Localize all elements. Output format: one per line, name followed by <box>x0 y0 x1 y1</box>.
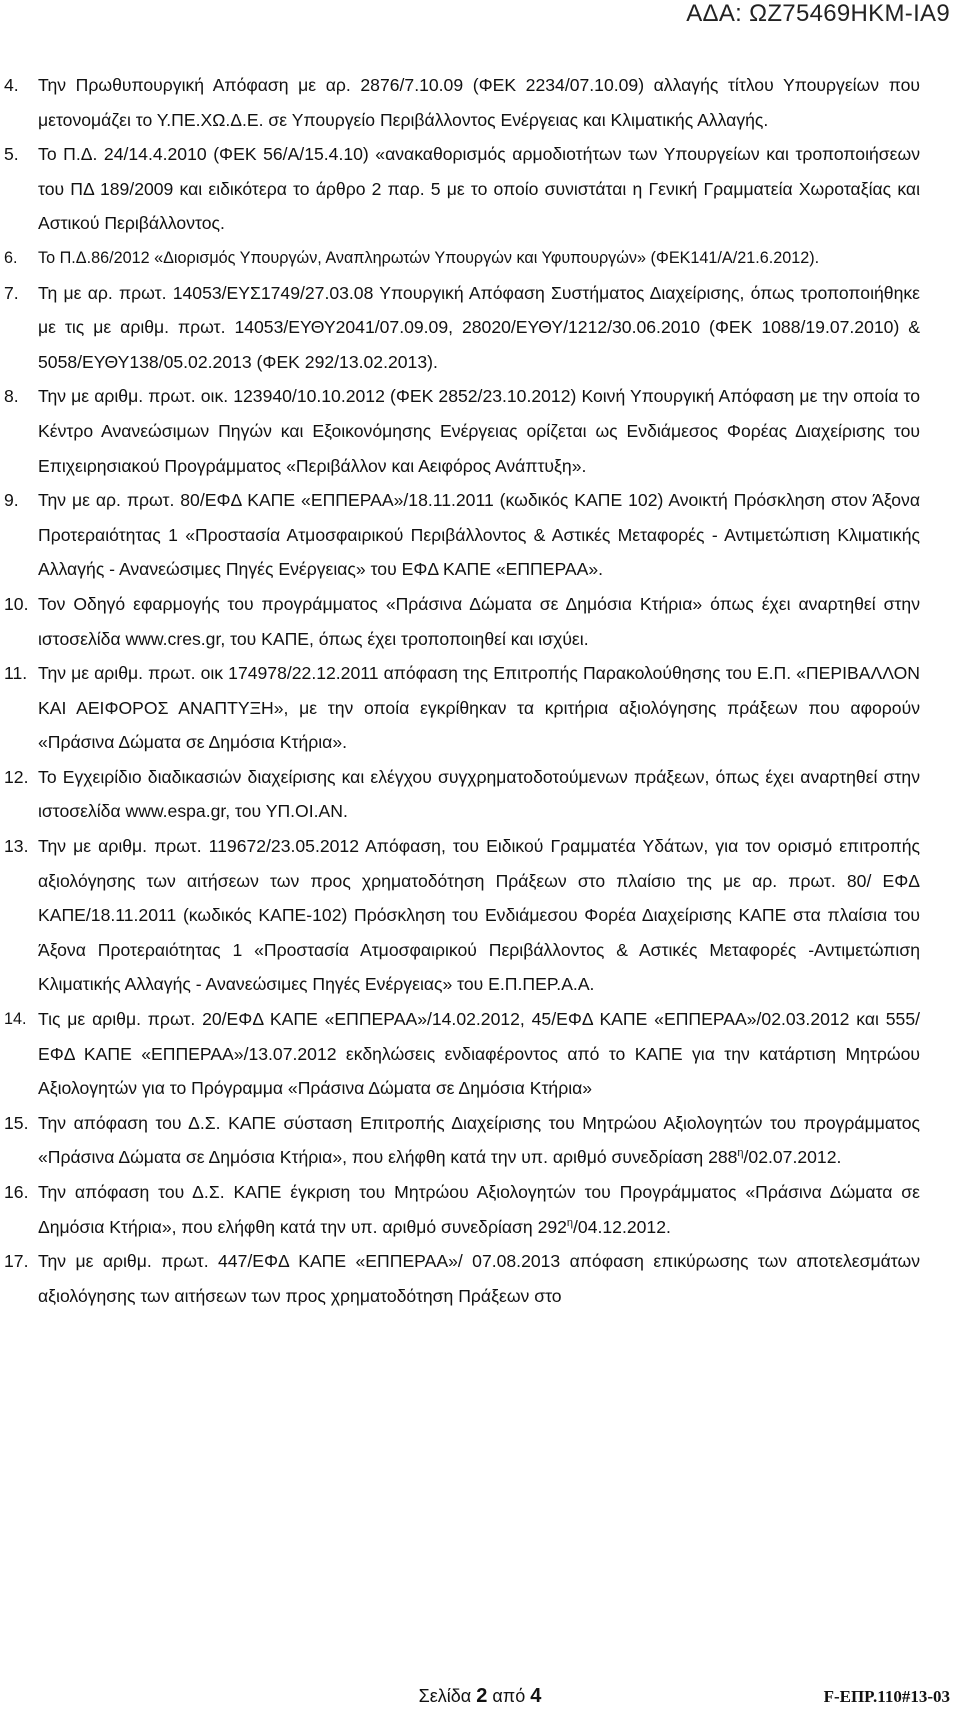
item-number: 8. <box>4 386 19 407</box>
item-number: 5. <box>4 144 19 165</box>
item-text: Την απόφαση του Δ.Σ. ΚΑΠΕ έγκριση του Μητρώου Αξιολογητών του Προγράμματος «Πράσινα Δώματα σε Δημόσια Κτήρια», που ελήφθη κατά την υπ. αριθμό συνεδρίαση 292 <box>38 1182 920 1237</box>
superscript-ordinal: η <box>566 1216 574 1229</box>
item-number: 16. <box>4 1182 29 1202</box>
page-total: 4 <box>530 1685 542 1707</box>
item-text: Το Π.Δ. 24/14.4.2010 (ΦΕΚ 56/Α/15.4.10) «ανακαθορισμός αρμοδιοτήτων των Υπουργείων και τροποποιήσεων του ΠΔ 189/2009 και ειδικότερα το άρθρο 2 παρ. 5 με το οποίο συνιστάται η Γενική Γραμματεία Χωροταξίας και Αστικού Περιβάλλοντος. <box>38 144 920 234</box>
page-separator: από <box>492 1686 526 1706</box>
item-number: 9. <box>4 490 19 511</box>
item-text-suffix: /02.07.2012. <box>743 1147 842 1168</box>
item-number: 11. <box>4 663 28 684</box>
form-code: F-ΕΠΡ.110#13-03 <box>823 1687 950 1706</box>
item-number: 6. <box>4 248 18 267</box>
item-text: Την απόφαση του Δ.Σ. ΚΑΠΕ σύσταση Επιτροπής Διαχείρισης του Μητρώου Αξιολογητών του προγράμματος «Πράσινα Δώματα σε Δημόσια Κτήρια», που ελήφθη κατά την υπ. αριθμό συνεδρίαση 288 <box>38 1112 920 1168</box>
list-item <box>0 276 960 380</box>
item-text: Το Εγχειρίδιο διαδικασιών διαχείρισης και ελέγχου συγχρηματοδοτούμενων πράξεων, όπως έχει αναρτηθεί στην ιστοσελίδα www.espa.gr, του ΥΠ.ΟΙ.ΑΝ. <box>38 766 920 822</box>
item-text: Τον Οδηγό εφαρμογής του προγράμματος «Πράσινα Δώματα σε Δημόσια Κτήρια» όπως έχει αναρτηθεί στην ιστοσελίδα www.cres.gr, του ΚΑΠΕ, όπως έχει τροποποιηθεί και ισχύει. <box>38 593 920 649</box>
ada-code: ΑΔΑ: ΩΖ75469ΗΚΜ-ΙΑ9 <box>686 0 950 27</box>
list-item <box>0 1002 960 1106</box>
list-item <box>0 1175 960 1244</box>
list-item <box>0 483 960 587</box>
numbered-list <box>0 68 960 1313</box>
item-text: Τη με αρ. πρωτ. 14053/ΕΥΣ1749/27.03.08 Υπουργική Απόφαση Συστήματος Διαχείρισης, όπως τροποποιήθηκε με τις με αριθμ. πρωτ. 14053/ΕΥΘΥ2041/07.09.09, 28020/ΕΥΘΥ/1212/30.06.2010 (ΦΕΚ 1088/19.07.2010) & 5058/ΕΥΘΥ138/05.02.2013 (ΦΕΚ 292/13.02.2013). <box>38 282 920 372</box>
item-text: Τις με αριθμ. πρωτ. 20/ΕΦΔ ΚΑΠΕ «ΕΠΠΕΡΑΑ»/14.02.2012, 45/ΕΦΔ ΚΑΠΕ «ΕΠΠΕΡΑΑ»/02.03.2012 και 555/ΕΦΔ ΚΑΠΕ «ΕΠΠΕΡΑΑ»/13.07.2012 εκδηλώσεις ενδιαφέροντος από το ΚΑΠΕ για την κατάρτιση Μητρώου Αξιολογητών για το Πρόγραμμα «Πράσινα Δώματα σε Δημόσια Κτήρια» <box>38 1009 920 1099</box>
page-current: 2 <box>476 1685 488 1707</box>
item-number: 10. <box>4 593 29 614</box>
item-number: 17. <box>4 1251 29 1272</box>
list-item <box>0 829 960 1002</box>
item-text: Την με αριθμ. πρωτ. οικ. 123940/10.10.2012 (ΦΕΚ 2852/23.10.2012) Κοινή Υπουργική Απόφαση με την οποία το Κέντρο Ανανεώσιμων Πηγών και Εξοικονόμησης Ενέργειας ορίζεται ως Ενδιάμεσος Φορέας Διαχείρισης του Επιχειρησιακού Προγράμματος «Περιβάλλον και Αειφόρος Ανάπτυξη». <box>38 386 920 476</box>
list-item <box>0 137 960 241</box>
item-number: 12. <box>4 766 29 787</box>
list-item <box>0 587 960 656</box>
item-text: Την Πρωθυπουργική Απόφαση με αρ. 2876/7.10.09 (ΦΕΚ 2234/07.10.09) αλλαγής τίτλου Υπουργείων που μετονομάζει το Υ.ΠΕ.ΧΩ.Δ.Ε. σε Υπουργείο Περιβάλλοντος Ενέργειας και Κλιματικής Αλλαγής. <box>38 75 920 130</box>
list-item <box>0 1244 960 1313</box>
list-item <box>0 68 960 137</box>
page-number <box>0 1685 960 1707</box>
item-text: Το Π.Δ.86/2012 «Διορισμός Υπουργών, Αναπληρωτών Υπουργών και Υφυπουργών» (ΦΕΚ141/Α/21.6.2012). <box>38 248 820 267</box>
item-text-suffix: /04.12.2012. <box>573 1216 671 1237</box>
list-item <box>0 656 960 760</box>
list-item <box>0 241 960 276</box>
item-text: Την με αριθμ. πρωτ. 447/ΕΦΔ ΚΑΠΕ «ΕΠΠΕΡΑΑ»/ 07.08.2013 απόφαση επικύρωσης των αποτελεσμάτων αξιολόγησης των αιτήσεων των προς χρηματοδότηση Πράξεων στο <box>38 1251 920 1306</box>
page-prefix: Σελίδα <box>418 1686 472 1706</box>
list-item <box>0 760 960 829</box>
item-number: 7. <box>4 282 19 303</box>
list-item <box>0 379 960 483</box>
item-number: 14. <box>4 1010 27 1029</box>
item-text: Την με αριθμ. πρωτ. 119672/23.05.2012 Απόφαση, του Ειδικού Γραμματέα Υδάτων, για τον ορισμό επιτροπής αξιολόγησης των αιτήσεων των προς χρηματοδότηση Πράξεων στο πλαίσιο της με αρ. πρωτ. 80/ ΕΦΔ ΚΑΠΕ/18.11.2011 (κωδικός ΚΑΠΕ-102) Πρόσκληση του Ενδιάμεσου Φορέα Διαχείρισης ΚΑΠΕ στα πλαίσια του Άξονα Προτεραιότητας 1 «Προστασία Ατμοσφαιρικού Περιβάλλοντος & Αστικές Μεταφορές -Αντιμετώπιση Κλιματικής Αλλαγής - Ανανεώσιμες Πηγές Ενέργειας» του Ε.Π.ΠΕΡ.Α.Α. <box>38 836 920 995</box>
item-number: 15. <box>4 1112 29 1133</box>
item-text: Την με αριθμ. πρωτ. οικ 174978/22.12.2011 απόφαση της Επιτροπής Παρακολούθησης του Ε.Π. «ΠΕΡΙΒΑΛΛΟΝ ΚΑΙ ΑΕΙΦΟΡΟΣ ΑΝΑΠΤΥΞΗ», με την οποία εγκρίθηκαν τα κριτήρια αξιολόγησης πράξεων που αφορούν «Πράσινα Δώματα σε Δημόσια Κτήρια». <box>38 663 920 753</box>
superscript-ordinal: η <box>737 1147 744 1160</box>
item-number: 13. <box>4 836 29 857</box>
list-item <box>0 1106 960 1175</box>
item-text: Την με αρ. πρωτ. 80/ΕΦΔ ΚΑΠΕ «ΕΠΠΕΡΑΑ»/18.11.2011 (κωδικός ΚΑΠΕ 102) Ανοικτή Πρόσκληση στον Άξονα Προτεραιότητας 1 «Προστασία Ατμοσφαιρικού Περιβάλλοντος & Αστικές Μεταφορές - Αντιμετώπιση Κλιματικής Αλλαγής - Ανανεώσιμες Πηγές Ενέργειας» του ΕΦΔ ΚΑΠΕ «ΕΠΠΕΡΑΑ». <box>38 490 920 580</box>
item-number: 4. <box>4 75 19 95</box>
